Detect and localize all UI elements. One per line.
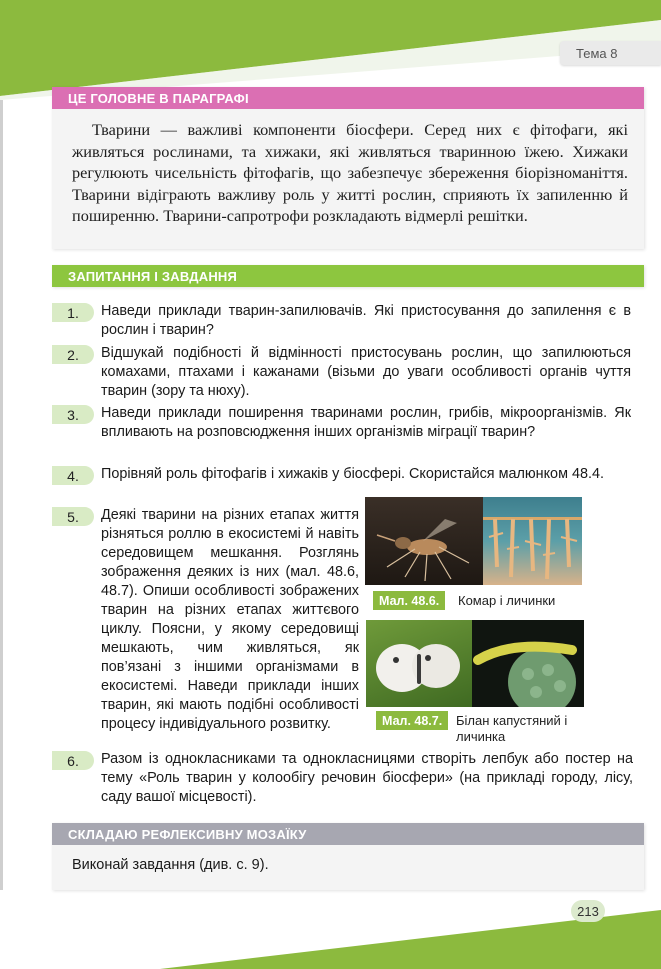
footer-decoration	[0, 900, 661, 969]
butterfly-photo	[366, 620, 472, 707]
reflex-text: Виконай завдання (див. с. 9).	[72, 857, 269, 873]
topic-tab: Тема 8	[560, 41, 661, 65]
caterpillar-photo	[472, 620, 584, 707]
figure-caption: Білан капустяний і личинка	[456, 713, 568, 744]
question-text: Деякі тварини на різних етапах життя різняться роллю в екосистемі й навіть середовищем мешкання. Розглянь зображення деяких із них (мал. 48.6, 48.7). Опиши особливості зображених тварин на різних етапах життєвого циклу. Поясни, у якому середовищі мешкають, чим живляться, як пов’язані з іншими організмами в екосистемі. Наведи приклади інших тварин, які мають подібні особливості процесу індивідуального розвитку.	[101, 507, 359, 732]
question-text: Відшукай подібності й відмінності пристосувань рослин, що запилюються комахами, птахами і кажанами (візьми до уваги особливості органів чуття тварин (зору та нюху).	[101, 345, 631, 399]
page-number: 213	[571, 900, 605, 922]
figure-label: Мал. 48.7.	[376, 711, 448, 730]
summary-title: ЦЕ ГОЛОВНЕ В ПАРАГРАФІ	[52, 87, 644, 109]
question-number: 1.	[52, 303, 94, 322]
mosquito-photo	[365, 497, 483, 585]
figure-label: Мал. 48.6.	[373, 591, 445, 610]
question-number: 5.	[52, 507, 94, 526]
question-number: 6.	[52, 751, 94, 770]
summary-text: Тварини — важливі компоненти біосфери. Серед них є фітофаги, які живляться рослинами, та хижаки, які живляться тваринною їжею. Хижаки регулюють чисельність фітофагів, що забезпечує збереження біорізноманіття. Тварини відіграють важливу роль у житті рослин, сприяють їх запиленню й поширенню. Тварини-сапротрофи розкладають відмерлі решітки.	[72, 120, 628, 225]
page-left-rule	[0, 100, 3, 890]
questions-card	[52, 265, 644, 287]
question-number: 3.	[52, 405, 94, 424]
reflex-card	[52, 823, 644, 890]
questions-title: ЗАПИТАННЯ І ЗАВДАННЯ	[52, 265, 644, 287]
question-text: Наведи приклади тварин-запилювачів. Які пристосування до запилення є в рослин і тварин?	[101, 303, 631, 338]
caterpillar-illustration	[472, 620, 584, 707]
butterfly-illustration	[366, 620, 472, 707]
question-text: Наведи приклади поширення тваринами рослин, грибів, мікроорганізмів. Як впливають на розповсюдження інших організмів міграції тварин?	[101, 405, 631, 440]
figure-caption: Комар і личинки	[458, 593, 556, 608]
question-text: Разом із однокласниками та однокласницями створіть лепбук або постер на тему «Роль тварин у колообігу речовин біосфери» (на прикладі городу, лісу, саду вашої місцевості).	[101, 751, 633, 805]
question-text: Порівняй роль фітофагів і хижаків у біосфері. Скористайся малюнком 48.4.	[101, 466, 604, 482]
larvae-illustration	[483, 497, 582, 585]
larvae-photo	[483, 497, 582, 585]
summary-card	[52, 87, 644, 249]
question-number: 4.	[52, 466, 94, 485]
reflex-title: СКЛАДАЮ РЕФЛЕКСИВНУ МОЗАЇКУ	[52, 823, 644, 845]
mosquito-illustration	[365, 497, 483, 585]
question-number: 2.	[52, 345, 94, 364]
